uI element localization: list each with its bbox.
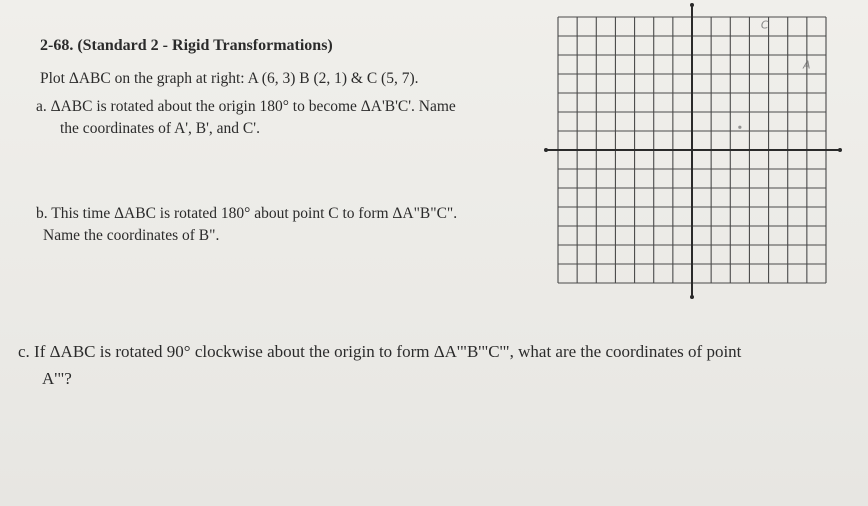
- plot-instruction: Plot ΔABC on the graph at right: A (6, 3) B (2, 1) & C (5, 7).: [40, 70, 419, 87]
- axis-end-dot: [544, 148, 548, 152]
- part-b-question: b. This time ΔABC is rotated 180° about point C to form ΔA"B"C".: [36, 205, 458, 222]
- pencil-label: C: [760, 18, 769, 32]
- axis-end-dot: [690, 3, 694, 7]
- axes: [544, 3, 842, 299]
- coordinate-grid[interactable]: [540, 0, 850, 310]
- pencil-dot: [738, 126, 741, 129]
- problem-title: 2-68. (Standard 2 - Rigid Transformations): [40, 37, 333, 54]
- part-a-question-continued: the coordinates of A', B', and C'.: [60, 120, 260, 137]
- part-a-question: a. ΔABC is rotated about the origin 180° to become ΔA'B'C'. Name: [36, 98, 456, 115]
- pencil-label: A: [803, 58, 811, 72]
- part-c-question-continued: A'"?: [42, 369, 72, 388]
- axis-end-dot: [838, 148, 842, 152]
- part-c-question: c. If ΔABC is rotated 90° clockwise about the origin to form ΔA'"B'"C'", what are the coordinates of point: [18, 342, 742, 361]
- axis-end-dot: [690, 295, 694, 299]
- part-b-question-continued: Name the coordinates of B".: [43, 227, 220, 244]
